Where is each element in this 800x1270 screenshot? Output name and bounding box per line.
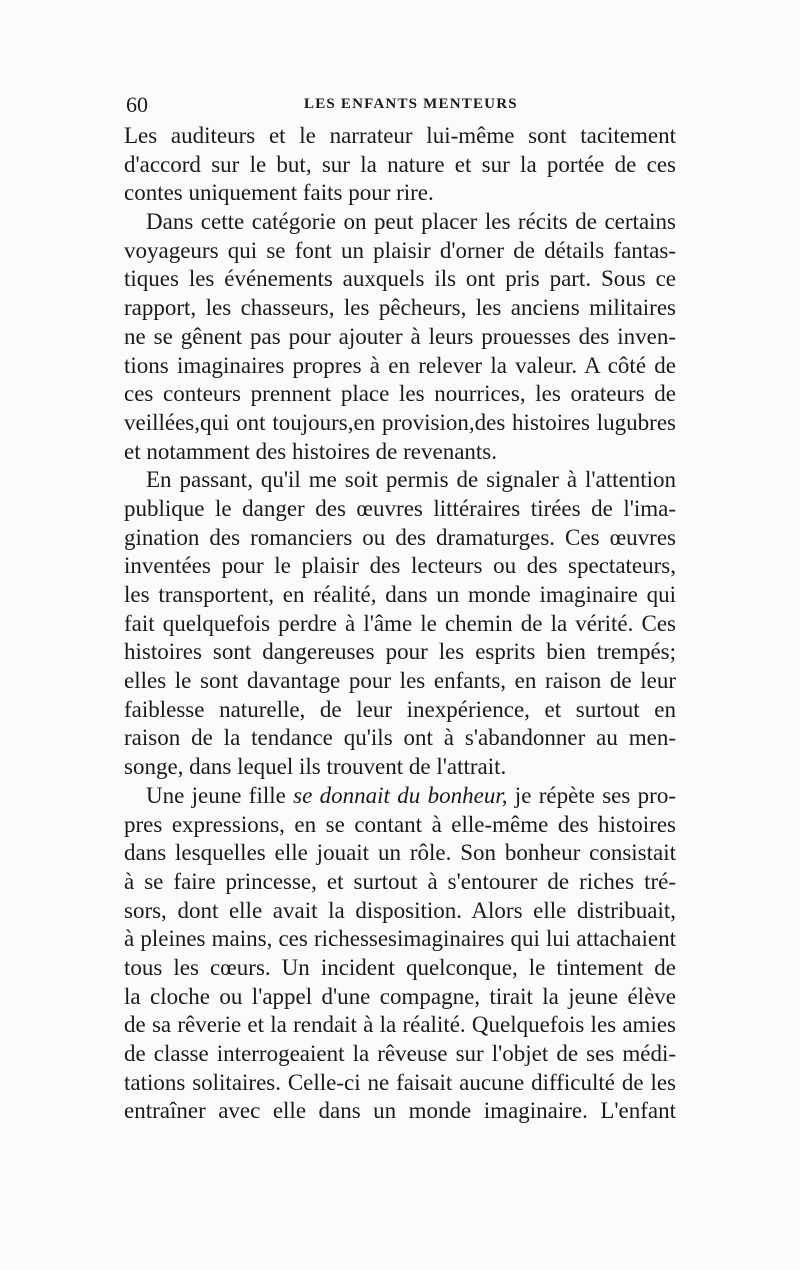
text-line: rapport, les chasseurs, les pêcheurs, les anciens militaires <box>124 295 676 321</box>
paragraph-4 <box>124 782 676 1126</box>
italic-phrase: se donnait du bonheur, <box>293 782 508 808</box>
text-line: faiblesse naturelle, de leur inexpérience, et surtout en <box>124 696 676 722</box>
book-page <box>124 92 676 1126</box>
text-line: tations solitaires. Celle-ci ne faisait aucune difficulté de les <box>124 1069 676 1095</box>
body-text <box>124 122 676 1126</box>
text-line: à pleines mains, ces richessesimaginaires qui lui attachaient <box>124 926 676 952</box>
text-line: d'accord sur le but, sur la nature et sur la portée de ces <box>124 151 676 177</box>
text-line: contes uniquement faits pour rire. <box>124 180 434 206</box>
paragraph-3 <box>124 466 676 782</box>
text-line: pres expressions, en se contant à elle-même des histoires <box>124 811 676 837</box>
text-line: entraîner avec elle dans un monde imaginaire. L'enfant <box>124 1098 676 1124</box>
text-line: ces conteurs prennent place les nourrices, les orateurs de <box>124 381 676 407</box>
text-line: dans lesquelles elle jouait un rôle. Son bonheur consistait <box>124 840 676 866</box>
text-line: veillées,qui ont toujours,en provision,des histoires lugubres <box>124 409 676 435</box>
text-line: histoires sont dangereuses pour les esprits bien trempés; <box>124 639 676 665</box>
running-title: LES ENFANTS MENTEURS <box>304 96 518 112</box>
text-line: inventées pour le plaisir des lecteurs ou des spectateurs, <box>124 553 676 579</box>
text-line: songe, dans lequel ils trouvent de l'attrait. <box>124 754 507 780</box>
text-line: gination des romanciers ou des dramaturges. Ces œuvres <box>124 524 676 550</box>
text-line: raison de la tendance qu'ils ont à s'abandonner au men- <box>124 725 676 751</box>
text-line: fait quelquefois perdre à l'âme le chemin de la vérité. Ces <box>124 610 676 636</box>
text-line: voyageurs qui se font un plaisir d'orner de détails fantas- <box>124 237 676 263</box>
text-line: et notamment des histoires de revenants. <box>124 438 498 464</box>
text-line: Les auditeurs et le narrateur lui-même sont tacitement <box>124 123 676 148</box>
text-line: les transportent, en réalité, dans un monde imaginaire qui <box>124 582 676 607</box>
paragraph-2 <box>124 208 676 466</box>
text-line: En passant, qu'il me soit permis de signaler à l'attention <box>146 467 676 493</box>
page-header <box>124 92 676 122</box>
paragraph-1 <box>124 122 676 208</box>
text-line: la cloche ou l'appel d'une compagne, tirait la jeune élève <box>124 983 676 1009</box>
text-line: sors, dont elle avait la disposition. Alors elle distribuait, <box>124 897 676 923</box>
text-line: ne se gênent pas pour ajouter à leurs prouesses des inven- <box>124 323 676 349</box>
text-line: à se faire princesse, et surtout à s'entourer de riches tré- <box>124 868 676 894</box>
text-run: Une jeune fille <box>146 782 294 808</box>
text-line: Dans cette catégorie on peut placer les récits de certains <box>146 209 676 235</box>
page-number: 60 <box>126 92 148 117</box>
text-line: tous les cœurs. Un incident quelconque, le tintement de <box>124 954 676 980</box>
text-line: de classe interrogeaient la rêveuse sur l'objet de ses médi- <box>124 1041 676 1066</box>
text-line: de sa rêverie et la rendait à la réalité. Quelquefois les amies <box>124 1012 676 1038</box>
text-run: je répète ses pro- <box>507 782 676 808</box>
text-line: elles le sont davantage pour les enfants, en raison de leur <box>124 668 676 694</box>
text-line: publique le danger des œuvres littéraires tirées de l'ima- <box>124 495 676 521</box>
text-line: tions imaginaires propres à en relever la valeur. A côté de <box>124 352 676 378</box>
text-line <box>124 782 676 811</box>
text-line: tiques les événements auxquels ils ont pris part. Sous ce <box>124 266 676 292</box>
